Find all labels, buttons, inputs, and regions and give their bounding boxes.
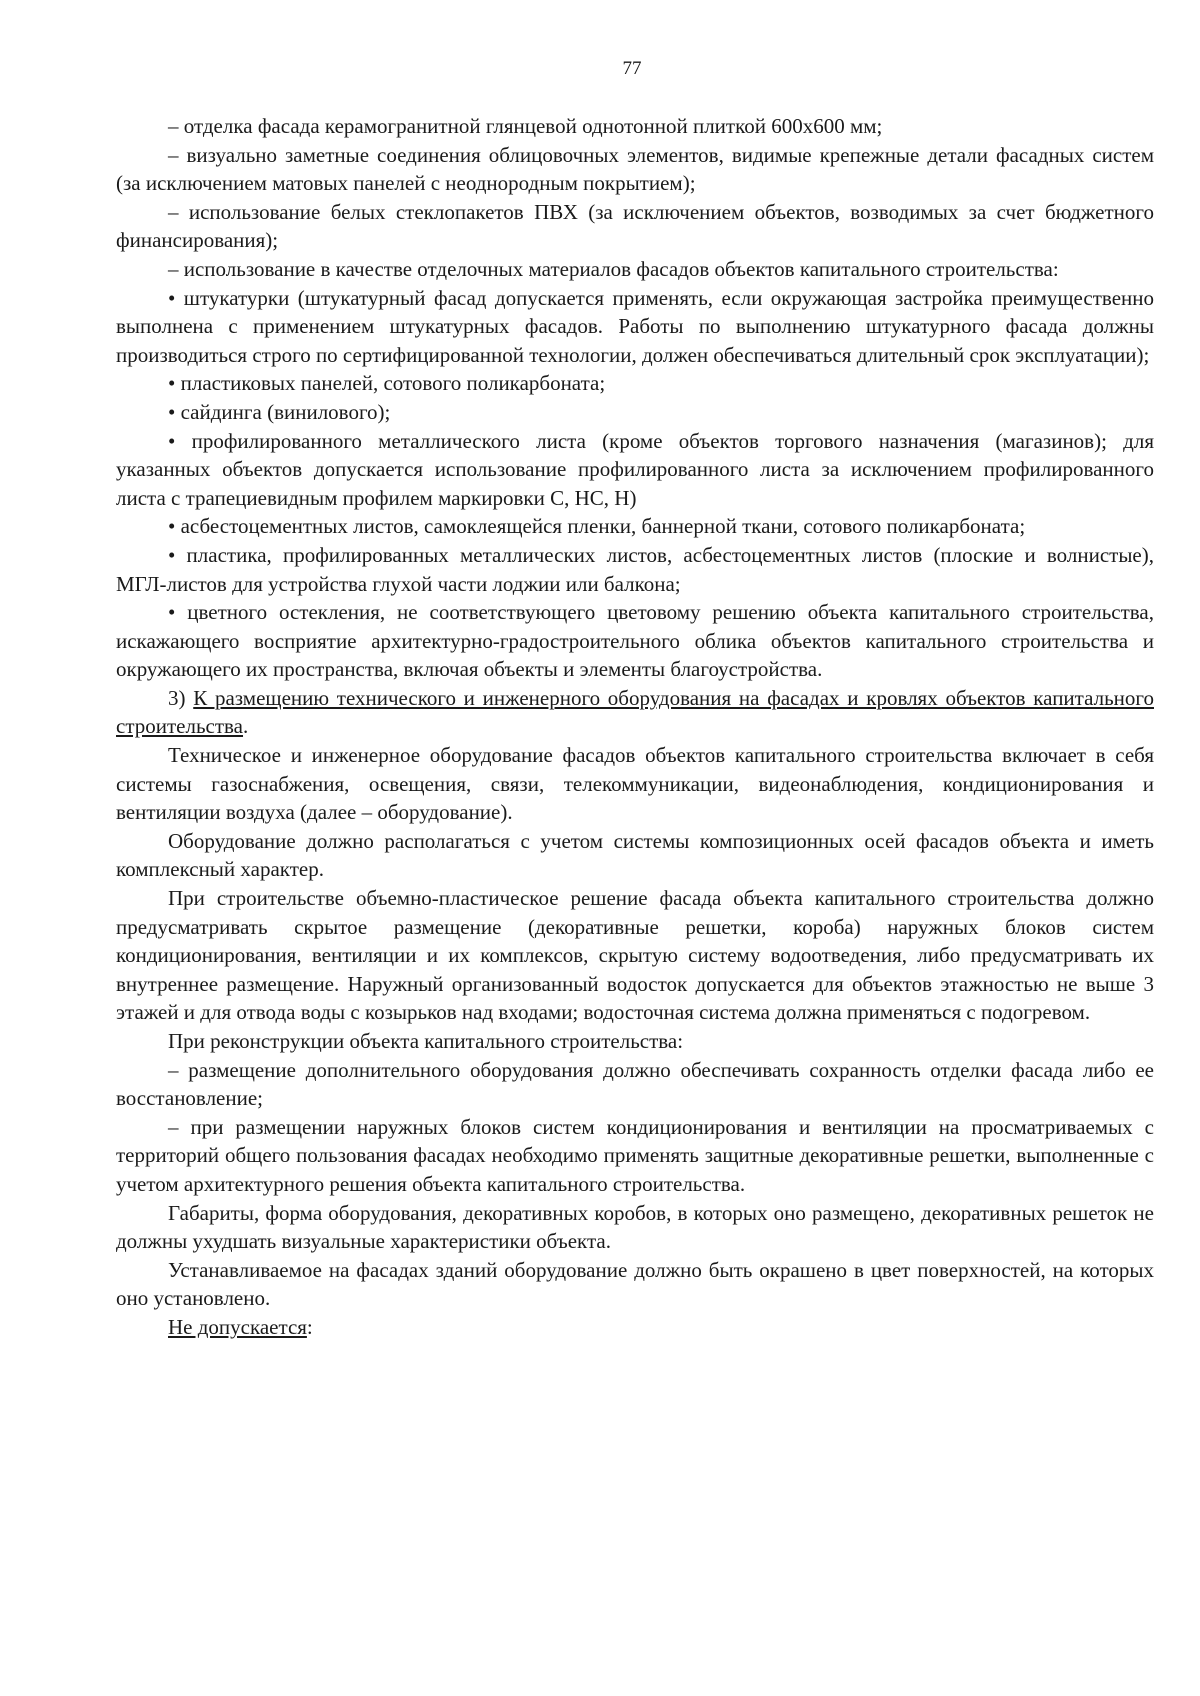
bullet-item: • пластика, профилированных металлических листов, асбестоцементных листов (плоские и волнистые), МГЛ-листов для устройства глухой части лоджии или балкона;: [116, 542, 1154, 596]
bullet-item: • цветного остекления, не соответствующего цветовому решению объекта капитального строительства, искажающего восприятие архитектурно-градостроительного облика объектов капитального строительства и окружающего их пространства, включая объекты и элементы благоустройства.: [116, 600, 1154, 682]
section-heading: [116, 684, 1154, 741]
list-item: – размещение дополнительного оборудования должно обеспечивать сохранность отделки фасада либо ее восстановление;: [116, 1057, 1154, 1111]
page-number: 77: [622, 58, 642, 79]
paragraph: Габариты, форма оборудования, декоративных коробов, в которых оно размещено, декоративных решеток не должны ухудшать визуальные характеристики объекта.: [116, 1200, 1154, 1254]
section-title: К размещению технического и инженерного оборудования на фасадах и кровлях объектов капитального строительства: [116, 685, 1154, 739]
list-item: – при размещении наружных блоков систем кондиционирования и вентиляции на просматриваемых с территорий общего пользования фасадах необходимо применять защитные декоративные решетки, выполненные с учетом архитектурного решения объекта капитального строительства.: [116, 1114, 1154, 1196]
bullet-item: • сайдинга (винилового);: [168, 399, 391, 424]
bullet-item: • штукатурки (штукатурный фасад допускается применять, если окружающая застройка преимущественно выполнена с применением штукатурных фасадов. Работы по выполнению штукатурного фасада должны производиться строго по сертифицированной технологии, должен обеспечиваться длительный срок эксплуатации);: [116, 285, 1154, 367]
paragraph: Техническое и инженерное оборудование фасадов объектов капитального строительства включает в себя системы газоснабжения, освещения, связи, телекоммуникации, видеонаблюдения, кондиционирования и вентиляции воздуха (далее – оборудование).: [116, 743, 1154, 825]
paragraph: При строительстве объемно-пластическое решение фасада объекта капитального строительства должно предусматривать скрытое размещение (декоративные решетки, короба) наружных блоков систем кондиционирования, вентиляции и их комплексов, скрытую систему водоотведения, либо предусматривать их внутреннее размещение. Наружный организованный водосток допускается для объектов этажностью не выше 3 этажей и для отвода воды с козырьков над входами; водосточная система должна применяться с подогревом.: [116, 886, 1154, 1025]
not-allowed-heading: [116, 1313, 1154, 1342]
section-number: 3): [168, 685, 194, 710]
bullet-item: • профилированного металлического листа (кроме объектов торгового назначения (магазинов); для указанных объектов допускается использование профилированного листа за исключением профилированного листа с трапециевидным профилем маркировки С, НС, Н): [116, 428, 1154, 510]
bullet-item: • асбестоцементных листов, самоклеящейся пленки, баннерной ткани, сотового поликарбоната;: [168, 514, 1026, 539]
list-item: – использование в качестве отделочных материалов фасадов объектов капитального строительства:: [168, 256, 1059, 281]
section-title-suffix: .: [243, 714, 249, 739]
paragraph: Оборудование должно располагаться с учетом системы композиционных осей фасадов объекта и иметь комплексный характер.: [116, 828, 1154, 882]
list-item: – использование белых стеклопакетов ПВХ (за исключением объектов, возводимых за счет бюджетного финансирования);: [116, 199, 1154, 253]
bullet-item: • пластиковых панелей, сотового поликарбоната;: [168, 371, 606, 396]
paragraph: При реконструкции объекта капитального строительства:: [168, 1029, 684, 1053]
not-allowed-suffix: :: [306, 1314, 313, 1339]
list-item: – визуально заметные соединения облицовочных элементов, видимые крепежные детали фасадных систем (за исключением матовых панелей с неоднородным покрытием);: [116, 142, 1154, 196]
list-item: – отделка фасада керамогранитной глянцевой однотонной плиткой 600х600 мм;: [168, 114, 883, 138]
not-allowed-label: Не допускается: [168, 1314, 307, 1339]
document-body: [116, 112, 1154, 1342]
paragraph: Устанавливаемое на фасадах зданий оборудование должно быть окрашено в цвет поверхностей, на которых оно установлено.: [116, 1257, 1154, 1311]
